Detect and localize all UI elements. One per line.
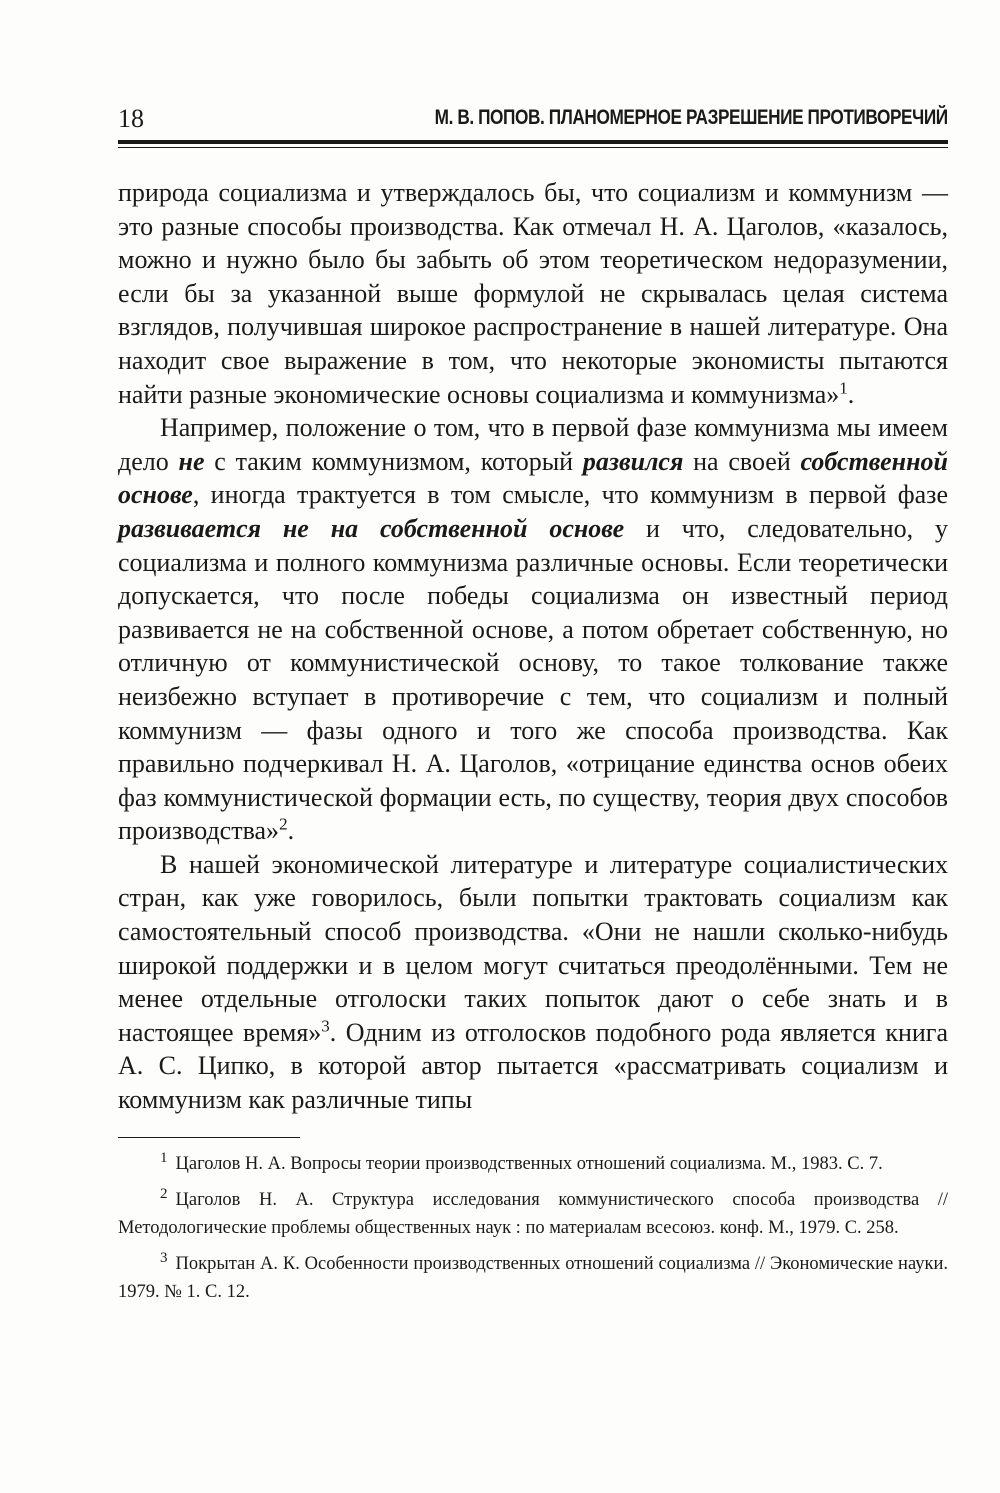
footnote-ref-2[interactable]: 2 bbox=[279, 814, 288, 834]
running-title: М. В. ПОПОВ. ПЛАНОМЕРНОЕ РАЗРЕШЕНИЕ ПРОТИВОРЕЧИЙ bbox=[434, 106, 948, 129]
footnote-text: Цаголов Н. А. Структура исследования коммунистического способа производства // Методологические проблемы общественных наук : по материалам всесоюз. конф. М., 1979. С. 258. bbox=[118, 1190, 948, 1238]
footnote-ref-1[interactable]: 1 bbox=[839, 377, 848, 397]
footnote bbox=[118, 1186, 948, 1242]
emphasis-text: не bbox=[178, 446, 205, 476]
footnote-text: Покрытан А. К. Особенности производственных отношений социализма // Экономические науки. 1979. № 1. С. 12. bbox=[118, 1254, 948, 1302]
footnote-number: 2 bbox=[160, 1185, 168, 1202]
footnote-number: 1 bbox=[160, 1149, 168, 1166]
paragraph-3: В нашей экономической литературе и литературе социалистических стран, как уже говорилось, были попытки трактовать социализм как самостоятельный способ производства. «Они не нашли сколько-нибудь широкой поддержки и в целом могут считаться преодолёнными. Тем не менее отдельные отголоски таких попыток дают о себе знать и в настоящее время»$^3$. Одним из отголосков подобного рода является книга А. С. Ципко, в которой автор пытается «рассматривать социализм и коммунизм как различные типы bbox=[118, 849, 948, 1115]
footnote bbox=[118, 1150, 948, 1178]
header-rule-thin bbox=[118, 147, 948, 148]
page-number: 18 bbox=[118, 104, 144, 133]
footnote-ref-3[interactable]: 3 bbox=[321, 1016, 330, 1036]
body-text bbox=[118, 176, 948, 1117]
footnotes bbox=[118, 1150, 948, 1314]
running-head bbox=[118, 96, 948, 140]
paragraph-2: Например, положение о том, что в первой фазе коммунизма мы имеем дело не с таким коммунизмом, который развился на своей собственной основе, иногда трактуется в том смысле, что коммунизм в первой фазе развивается не на собственной основе и что, следовательно, у социализма и полного коммунизма различные основы. Если теоретически допускается, что после победы социализма он известный период развивается не на собственной основе, а потом обретает собственную, но отличную от коммунистической основу, то такое толкование также неизбежно вступает в противоречие с тем, что социализм и полный коммунизм — фазы одного и того же способа производства. Как правильно подчеркивал Н. А. Цаголов, «отрицание единства основ обеих фаз коммунистической формации есть, по существу, теория двух способов производства»$^2$. bbox=[118, 413, 948, 846]
header-rule-thick bbox=[118, 140, 948, 144]
footnote-number: 3 bbox=[160, 1249, 168, 1266]
emphasis-text: развивается не на собственной основе bbox=[118, 513, 625, 543]
footnote bbox=[118, 1250, 948, 1306]
paragraph-1: природа социализма и утверждалось бы, что социализм и коммунизм — это разные способы производства. Как отмечал Н. А. Цаголов, «казалось, можно и нужно было бы забыть об этом теоретическом недоразумении, если бы за указанной выше формулой не скрывалась целая система взглядов, получившая широкое распространение в нашей литературе. Она находит свое выражение в том, что некоторые экономисты пытаются найти разные экономические основы социализма и коммунизма»$^1$. bbox=[118, 178, 948, 409]
emphasis-text: собственной основе bbox=[118, 446, 948, 510]
footnote-text: Цаголов Н. А. Вопросы теории производственных отношений социализма. М., 1983. С. 7. bbox=[175, 1154, 883, 1174]
footnote-separator bbox=[118, 1137, 300, 1138]
emphasis-text: развился bbox=[582, 446, 684, 476]
